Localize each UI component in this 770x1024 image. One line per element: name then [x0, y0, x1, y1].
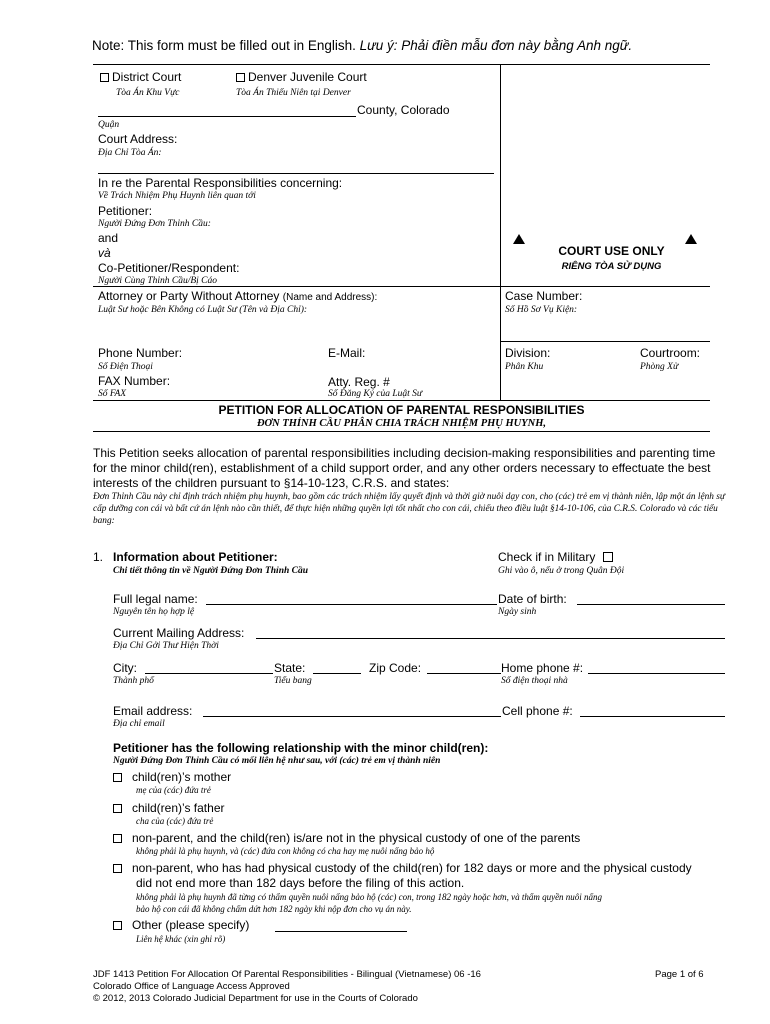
father-label: child(ren)’s father	[132, 801, 225, 815]
dob-blank[interactable]	[577, 604, 725, 605]
relationship-heading-vi: Người Đứng Đơn Thỉnh Cầu có mối liên hệ như sau, với (các) trẻ em vị thành niên	[113, 756, 441, 766]
note-vietnamese: Lưu ý: Phải điền mẫu đơn này bằng Anh ngữ.	[359, 38, 633, 53]
court-use-vi: RIÊNG TÒA SỬ DỤNG	[561, 261, 662, 272]
footer-approved: Colorado Office of Language Access Approved	[93, 981, 290, 992]
zip-blank[interactable]	[427, 673, 501, 674]
other-checkbox[interactable]	[113, 921, 122, 930]
title-bottom-border	[93, 431, 710, 432]
nonparent-vi: không phải là phụ huynh, và (các) đứa con không có cha hay mẹ nuôi nấng bảo hộ	[136, 846, 435, 856]
phone-label: Phone Number:	[98, 346, 183, 360]
attorney-label	[98, 289, 377, 305]
footer-form-id: JDF 1413 Petition For Allocation Of Parental Responsibilities - Bilingual (Vietnamese) 06 -16	[93, 969, 481, 980]
phone-vi: Số Điện Thoại	[98, 362, 153, 372]
relationship-option-custody[interactable]	[113, 861, 692, 875]
petition-title: PETITION FOR ALLOCATION OF PARENTAL RESPONSIBILITIES	[218, 403, 585, 417]
father-vi: cha của (các) đứa trẻ	[136, 816, 214, 826]
co-petitioner-vi: Người Cùng Thỉnh Cầu/Bị Cáo	[98, 276, 217, 286]
note-english: Note: This form must be filled out in English.	[92, 38, 356, 53]
mother-label: child(ren)’s mother	[132, 770, 232, 784]
military-label: Check if in Military	[498, 550, 596, 564]
atty-reg-label: Atty. Reg. #	[328, 375, 390, 389]
petitioner-label: Petitioner:	[98, 204, 153, 218]
custody-vi-2: bảo hộ con cái đã không chấm dứt hơn 182 ngày khi nộp đơn cho vụ án này.	[136, 904, 412, 914]
section1-heading: Information about Petitioner:	[113, 550, 278, 564]
caption-top-border	[93, 64, 710, 65]
attorney-label-text: Attorney or Party Without Attorney	[98, 289, 280, 303]
home-phone-label: Home phone #:	[501, 661, 584, 675]
intro-paragraph: This Petition seeks allocation of parental responsibilities including decision-making responsibilities and parenting time for the minor child(ren), establishment of a child support order, and any other orders necessary to effectuate the best interests of the children pursuant to §14-10-123, C.R.S. and states:	[93, 446, 716, 490]
caption-bottom-border	[93, 400, 710, 401]
division-label: Division:	[505, 346, 551, 360]
nonparent-label: non-parent, and the child(ren) is/are not in the physical custody of one of the parents	[132, 831, 581, 845]
full-name-label: Full legal name:	[113, 592, 198, 606]
military-option[interactable]	[498, 550, 616, 564]
court-address-vi: Địa Chỉ Tòa Án:	[98, 148, 162, 158]
relationship-option-other[interactable]	[113, 918, 249, 932]
fax-vi: Số FAX	[98, 389, 127, 399]
in-re-label: In re the Parental Responsibilities concerning:	[98, 176, 343, 190]
military-vi: Ghi vào ô, nếu ở trong Quân Đội	[498, 566, 625, 576]
mother-checkbox[interactable]	[113, 773, 122, 782]
juvenile-court-option[interactable]	[236, 70, 367, 84]
relationship-option-father[interactable]	[113, 801, 224, 815]
email-address-label: Email address:	[113, 704, 193, 718]
and-vi: và	[98, 246, 111, 260]
mailing-blank[interactable]	[256, 638, 725, 639]
intro-paragraph-vi: Đơn Thỉnh Cầu này chỉ định trách nhiệm phụ huynh, bao gồm các trách nhiệm lấy quyết định và thời giờ nuôi dạy con, cho (các) trẻ em vị thành niên, lập một án lệnh sự cấp dưỡng con cái và bất cứ án lệnh nào cần thiết, để thực hiện những quyền lợi tốt nhất cho con cái, chiếu theo điều luật §14-10-106, của C.R.S. Colorado và các tiểu bang:	[93, 492, 725, 526]
juvenile-court-label: Denver Juvenile Court	[248, 70, 367, 84]
mailing-vi: Địa Chỉ Gởi Thư Hiện Thời	[113, 641, 219, 651]
mother-vi: mẹ của (các) đứa trẻ	[136, 785, 211, 795]
note-line	[92, 38, 632, 53]
district-court-label: District Court	[112, 70, 182, 84]
city-label: City:	[113, 661, 137, 675]
courtroom-label: Courtroom:	[640, 346, 701, 360]
district-court-option[interactable]	[100, 70, 181, 84]
mailing-label: Current Mailing Address:	[113, 626, 245, 640]
juvenile-court-vi: Tòa Án Thiếu Niên tại Denver	[236, 88, 351, 98]
section1-number: 1.	[93, 550, 104, 564]
courtroom-vi: Phòng Xử	[640, 362, 679, 372]
other-vi: Liên hệ khác (xin ghi rõ)	[136, 934, 226, 944]
division-vi: Phân Khu	[505, 362, 544, 372]
caption-divider	[500, 64, 501, 400]
triangle-right-icon	[685, 234, 697, 244]
county-blank[interactable]	[98, 116, 356, 117]
father-checkbox[interactable]	[113, 804, 122, 813]
petitioner-vi: Người Đứng Đơn Thỉnh Cầu:	[98, 219, 211, 229]
zip-label: Zip Code:	[369, 661, 422, 675]
dob-vi: Ngày sinh	[498, 607, 537, 617]
home-phone-blank[interactable]	[588, 673, 725, 674]
district-court-checkbox[interactable]	[100, 73, 109, 82]
full-name-blank[interactable]	[206, 604, 497, 605]
and-label: and	[98, 231, 119, 245]
military-checkbox[interactable]	[603, 552, 613, 562]
court-use-label: COURT USE ONLY	[558, 244, 665, 258]
footer-page-number: Page 1 of 6	[655, 969, 704, 980]
email-address-blank[interactable]	[203, 716, 501, 717]
fax-label: FAX Number:	[98, 374, 171, 388]
nonparent-checkbox[interactable]	[113, 834, 122, 843]
section1-heading-vi: Chi tiết thông tin về Người Đứng Đơn Thỉnh Cầu	[113, 566, 309, 576]
footer-copyright: © 2012, 2013 Colorado Judicial Department for use in the Courts of Colorado	[93, 993, 418, 1004]
dob-label: Date of birth:	[498, 592, 567, 606]
co-petitioner-label: Co-Petitioner/Respondent:	[98, 261, 240, 275]
triangle-left-icon	[513, 234, 525, 244]
in-re-vi: Về Trách Nhiệm Phụ Huynh liên quan tới	[98, 191, 256, 201]
home-phone-vi: Số điện thoại nhà	[501, 676, 568, 686]
city-blank[interactable]	[145, 673, 273, 674]
email-address-vi: Địa chỉ email	[113, 719, 165, 729]
state-label: State:	[274, 661, 306, 675]
state-blank[interactable]	[313, 673, 361, 674]
atty-reg-vi: Số Đăng Ký của Luật Sư	[328, 389, 423, 399]
court-address-blank[interactable]	[98, 173, 494, 174]
juvenile-court-checkbox[interactable]	[236, 73, 245, 82]
city-vi: Thành phố	[113, 676, 154, 686]
relationship-heading: Petitioner has the following relationship with the minor child(ren):	[113, 741, 489, 755]
custody-checkbox[interactable]	[113, 864, 122, 873]
case-number-vi: Số Hồ Sơ Vụ Kiện:	[505, 305, 578, 315]
relationship-option-nonparent[interactable]	[113, 831, 580, 845]
district-court-vi: Tòa Án Khu Vực	[116, 88, 180, 98]
custody-label: non-parent, who has had physical custody of the child(ren) for 182 days or more and the physical custody	[132, 861, 692, 875]
case-division-border	[500, 341, 710, 342]
cell-phone-label: Cell phone #:	[502, 704, 573, 718]
attorney-vi: Luật Sư hoặc Bên Không có Luật Sư (Tên và Địa Chỉ):	[98, 305, 308, 315]
county-vi: Quận	[98, 120, 120, 130]
other-label: Other (please specify)	[132, 918, 250, 932]
custody-label-2: did not end more than 182 days before the filing of this action.	[136, 876, 465, 890]
state-vi: Tiểu bang	[274, 676, 312, 686]
petition-title-vi: ĐƠN THỈNH CẦU PHÂN CHIA TRÁCH NHIỆM PHỤ HUYNH,	[256, 418, 547, 429]
full-name-vi: Nguyên tên họ hợp lệ	[113, 607, 195, 617]
relationship-option-mother[interactable]	[113, 770, 231, 784]
court-address-label: Court Address:	[98, 132, 178, 146]
case-number-label: Case Number:	[505, 289, 583, 303]
attorney-label-paren: (Name and Address):	[282, 292, 378, 303]
custody-vi: không phải là phụ huynh đã từng có thẩm quyền nuôi nấng bảo hộ (các) con, trong 182 ngày hoặc hơn, và thẩm quyền nuôi nấng	[136, 892, 603, 902]
cell-phone-blank[interactable]	[580, 716, 725, 717]
other-specify-blank[interactable]	[275, 931, 407, 932]
email-label: E-Mail:	[328, 346, 366, 360]
county-label: County, Colorado	[357, 103, 450, 117]
